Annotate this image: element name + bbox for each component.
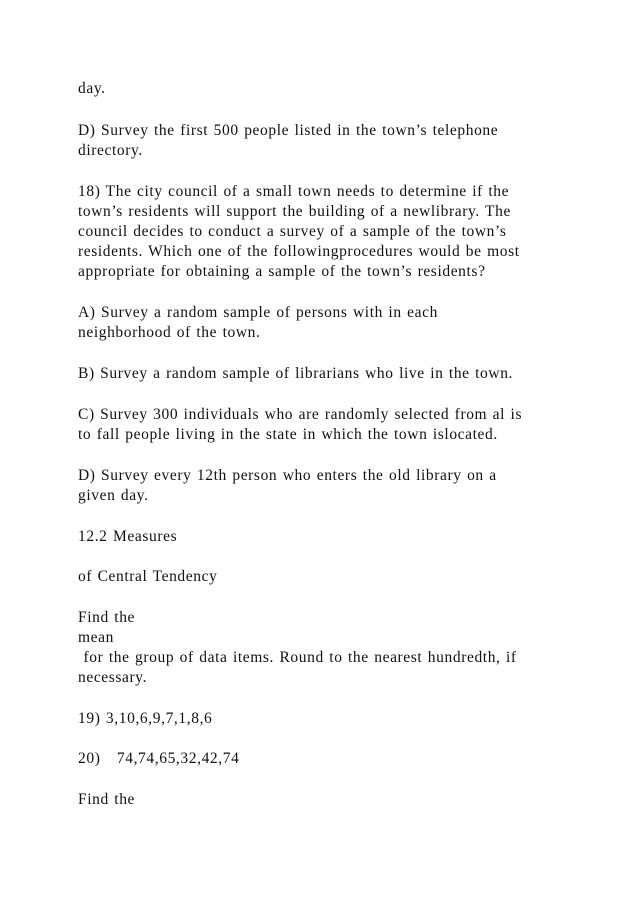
question-18-line-2: town’s residents will support the building of a newlibrary. The: [78, 203, 511, 220]
option-d-telephone-line-1: D) Survey the first 500 people listed in the town’s telephone: [78, 122, 499, 139]
find-the-text: Find the: [78, 791, 136, 808]
option-d-line-1: D) Survey every 12th person who enters the old library on a: [78, 467, 497, 484]
option-d-line-2: given day.: [78, 487, 149, 504]
instruction-line-3: for the group of data items. Round to the nearest hundredth, if: [78, 649, 517, 666]
question-18-line-5: appropriate for obtaining a sample of the town’s residents?: [78, 263, 486, 280]
option-d-telephone-line-2: directory.: [78, 142, 143, 159]
section-heading-part-2: of Central Tendency: [78, 568, 218, 585]
question-20: 20) 74,74,65,32,42,74: [78, 750, 240, 767]
text-line-day: day.: [78, 80, 106, 97]
instruction-line-4: necessary.: [78, 669, 148, 686]
instruction-line-2: mean: [78, 629, 114, 646]
question-18-line-3: council decides to conduct a survey of a sample of the town’s: [78, 223, 507, 240]
option-c-line-2: to fall people living in the state in which the town islocated.: [78, 426, 498, 443]
option-a-line-2: neighborhood of the town.: [78, 324, 261, 341]
instruction-line-1: Find the: [78, 609, 136, 626]
option-a-line-1: A) Survey a random sample of persons with in each: [78, 304, 438, 321]
question-18-line-4: residents. Which one of the followingprocedures would be most: [78, 243, 520, 260]
question-19: 19) 3,10,6,9,7,1,8,6: [78, 710, 213, 727]
question-18-line-1: 18) The city council of a small town needs to determine if the: [78, 183, 510, 200]
option-c-line-1: C) Survey 300 individuals who are randomly selected from al is: [78, 406, 523, 423]
section-heading-part-1: 12.2 Measures: [78, 528, 178, 545]
option-b-line-1: B) Survey a random sample of librarians who live in the town.: [78, 365, 514, 382]
